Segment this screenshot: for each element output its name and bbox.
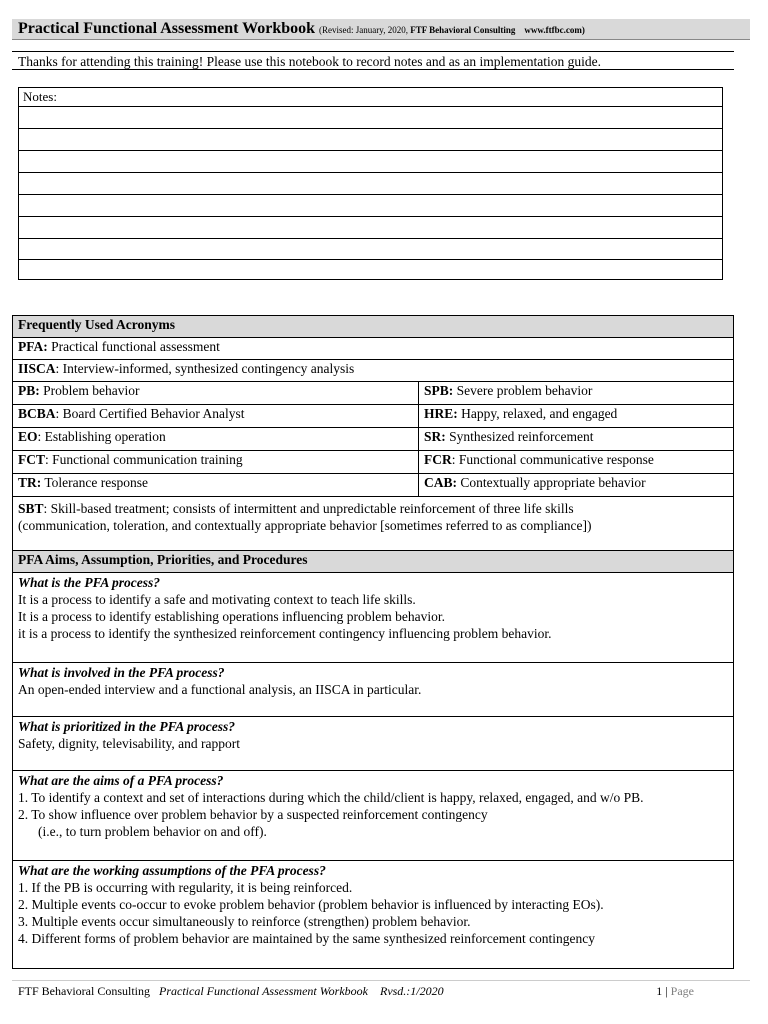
header-org: FTF Behavioral Consulting <box>410 25 516 35</box>
footer-title: Practical Functional Assessment Workbook <box>159 984 368 998</box>
acronym-cell: BCBA: Board Certified Behavior Analyst <box>13 405 419 428</box>
pfa-prioritized-section: What is prioritized in the PFA process? Safety, dignity, televisability, and rapport <box>13 717 734 771</box>
pfa-involved-section: What is involved in the PFA process? An open-ended interview and a functional analysis, an IISCA in particular. <box>13 663 734 717</box>
pfa-involved-question: What is involved in the PFA process? <box>18 665 225 680</box>
pfa-aims-question: What are the aims of a PFA process? <box>18 773 224 788</box>
page-number: 1 | Page <box>656 984 694 998</box>
acronym-cell: EO: Establishing operation <box>13 428 419 451</box>
pfa-assumptions-question: What are the working assumptions of the PFA process? <box>18 863 326 878</box>
sbt-definition: SBT: Skill-based treatment; consists of intermittent and unpredictable reinforcement of three life skills (communication, toleration, and contextually appropriate behavior [sometimes referred to as compliance]) <box>13 497 734 551</box>
notes-line <box>19 259 722 260</box>
acronym-cell: TR: Tolerance response <box>13 474 419 497</box>
footer-revision: Rvsd.:1/2020 <box>379 984 444 998</box>
pfa-prioritized-question: What is prioritized in the PFA process? <box>18 719 236 734</box>
pfa-process-section: What is the PFA process? It is a process to identify a safe and motivating context to teach life skills. It is a process to identify establishing operations influencing problem behavior. it is a process to identify the synthesized reinforcement contingency influencing problem behavior. <box>13 573 734 663</box>
acronym-cell: CAB: Contextually appropriate behavior <box>419 474 734 497</box>
notes-line <box>19 216 722 217</box>
revision-info: (Revised: January, 2020, FTF Behavioral Consulting www.ftfbc.com) <box>319 25 585 35</box>
pfa-assumptions-section: What are the working assumptions of the PFA process? 1. If the PB is occurring with regularity, it is being reinforced. 2. Multiple events co-occur to evoke problem behavior (problem behavior is influenced by interacting EOs). 3. Multiple events occur simultaneously to reinforce (strengthen) problem behavior. 4. Different forms of problem behavior are maintained by the same synthesized reinforcement contingency <box>13 861 734 969</box>
notes-line <box>19 106 722 107</box>
acronym-cell: FCR: Functional communicative response <box>419 451 734 474</box>
acronym-cell: PB: Problem behavior <box>13 382 419 405</box>
acronym-cell: SPB: Severe problem behavior <box>419 382 734 405</box>
footer-left <box>18 981 444 1001</box>
notes-line <box>19 150 722 151</box>
page-footer <box>12 980 750 1001</box>
pfa-heading: PFA Aims, Assumption, Priorities, and Procedures <box>13 551 734 573</box>
acronym-cell: SR: Synthesized reinforcement <box>419 428 734 451</box>
pfa-process-question: What is the PFA process? <box>18 575 161 590</box>
acronym-cell: FCT: Functional communication training <box>13 451 419 474</box>
acronym-row: PFA: Practical functional assessment <box>13 338 734 360</box>
document-header <box>12 19 750 40</box>
notes-label: Notes: <box>23 89 57 104</box>
notes-line <box>19 238 722 239</box>
document-title: Practical Functional Assessment Workbook <box>18 20 316 37</box>
header-url: www.ftfbc.com) <box>524 25 585 35</box>
notes-box <box>18 87 723 280</box>
acronyms-heading: Frequently Used Acronyms <box>13 316 734 338</box>
thanks-message: Thanks for attending this training! Please use this notebook to record notes and as an implementation guide. <box>12 51 734 70</box>
pfa-aims-section: What are the aims of a PFA process? 1. To identify a context and set of interactions during which the child/client is happy, relaxed, engaged, and w/o PB. 2. To show influence over problem behavior by a suspected reinforcement contingency (i.e., to turn problem behavior on and off). <box>13 771 734 861</box>
notes-line <box>19 128 722 129</box>
acronym-row: IISCA: Interview-informed, synthesized contingency analysis <box>13 360 734 382</box>
header-text <box>18 20 585 38</box>
notes-line <box>19 172 722 173</box>
footer-org: FTF Behavioral Consulting <box>18 984 150 998</box>
acronyms-pfa-table <box>12 315 734 969</box>
acronym-cell: HRE: Happy, relaxed, and engaged <box>419 405 734 428</box>
notes-line <box>19 194 722 195</box>
